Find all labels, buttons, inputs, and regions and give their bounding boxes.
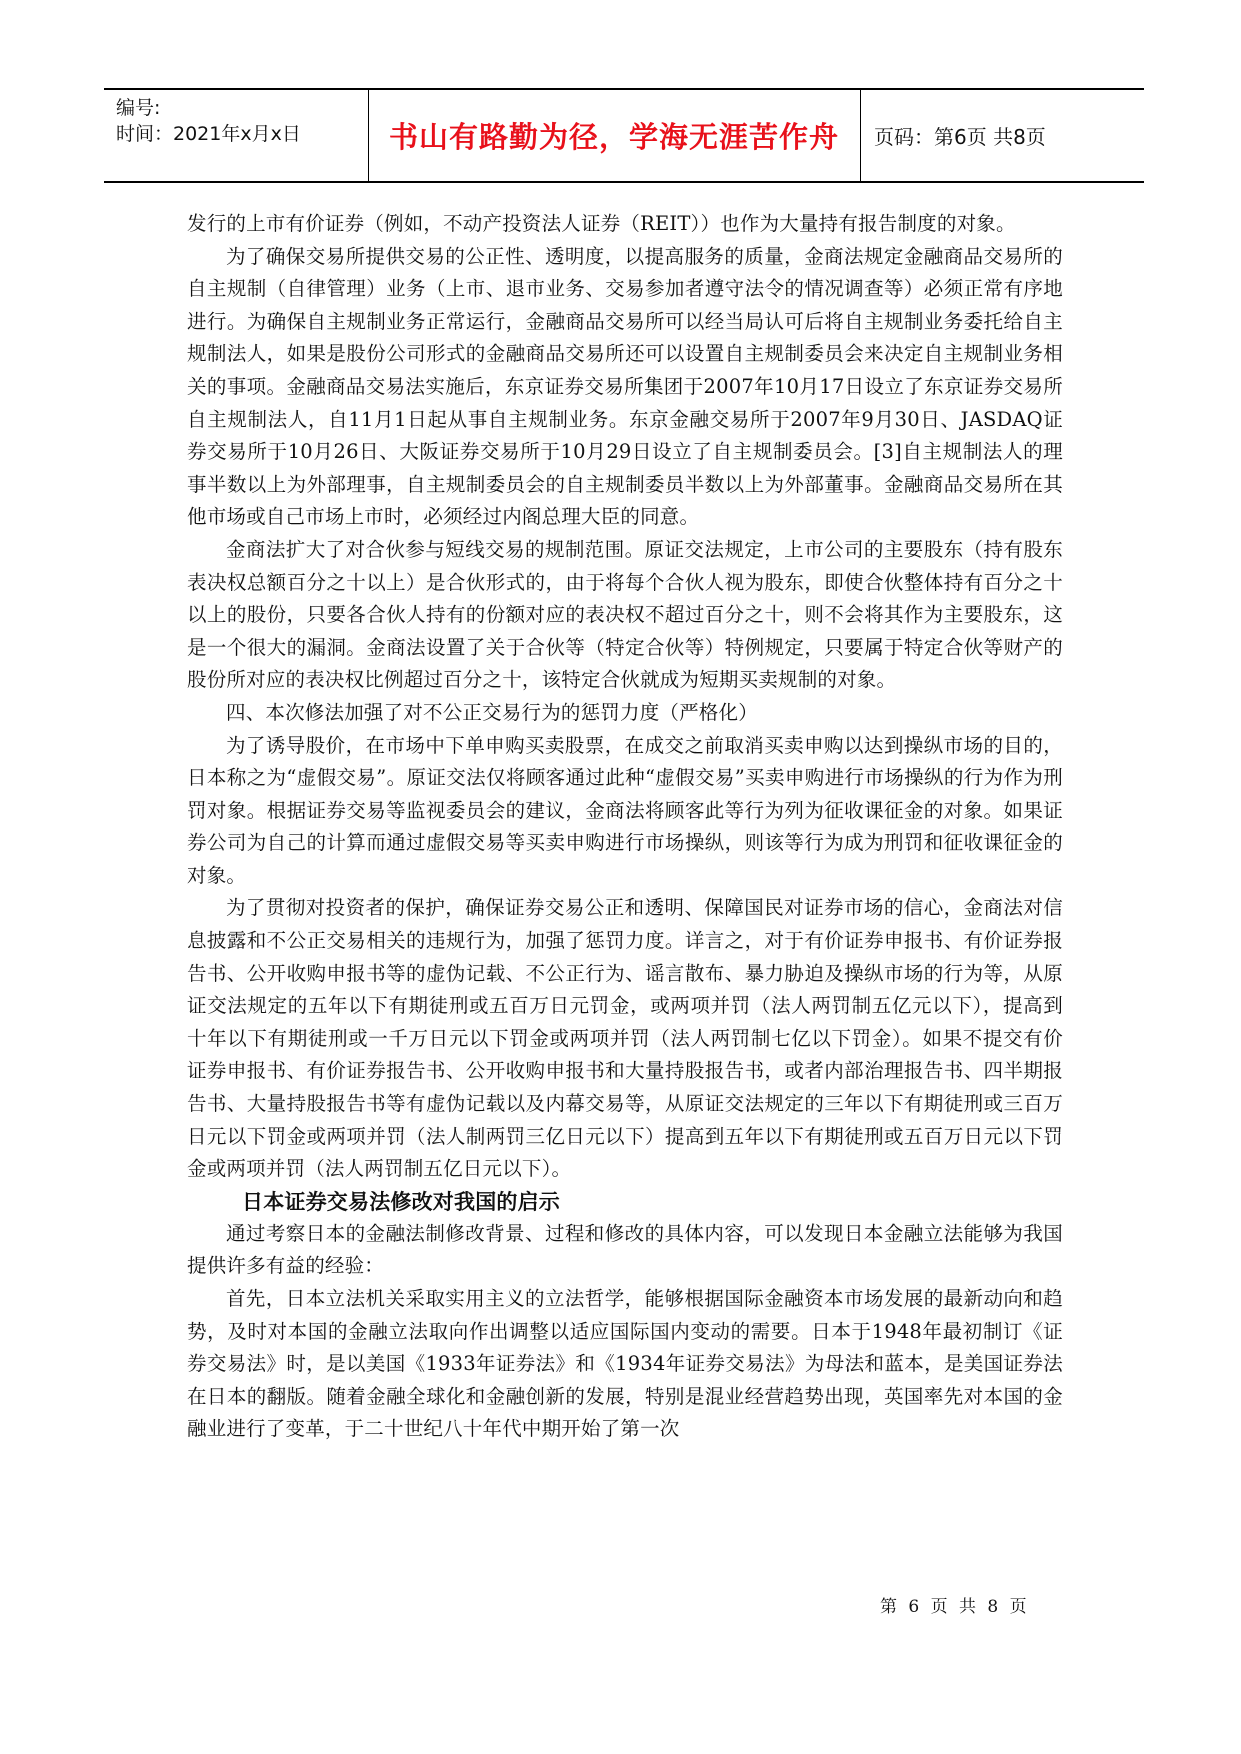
paragraph: 金商法扩大了对合伙参与短线交易的规制范围。原证交法规定，上市公司的主要股东（持有股东表决权总额百分之十以上）是合伙形式的，由于将每个合伙人视为股东，即使合伙整体持有百分之十以上的股份，只要各合伙人持有的份额对应的表决权不超过百分之十，则不会将其作为主要股东，这是一个很大的漏洞。金商法设置了关于合伙等（特定合伙等）特例规定，只要属于特定合伙等财产的股份所对应的表决权比例超过百分之十，该特定合伙就成为短期买卖规制的对象。 <box>187 537 1063 692</box>
page-footer: 第 6 页 共 8 页 <box>880 1597 1030 1617</box>
paragraph: 四、本次修法加强了对不公正交易行为的惩罚力度（严格化） <box>226 700 758 724</box>
header-page-cell <box>860 90 1144 181</box>
document-number-label: 编号: <box>116 97 161 119</box>
header-motto-cell <box>368 90 861 181</box>
document-body <box>187 208 1063 1446</box>
header-page-number: 页码：第6页 共8页 <box>874 125 1046 149</box>
section-heading: 日本证券交易法修改对我国的启示 <box>242 1189 560 1214</box>
paragraph: 通过考察日本的金融法制修改背景、过程和修改的具体内容，可以发现日本金融立法能够为我国提供许多有益的经验： <box>187 1221 1063 1278</box>
document-time-label: 时间：2021年x月x日 <box>116 123 301 145</box>
paragraph: 为了贯彻对投资者的保护，确保证券交易公正和透明、保障国民对证券市场的信心，金商法对信息披露和不公正交易相关的违规行为，加强了惩罚力度。详言之，对于有价证券申报书、有价证券报告书、公开收购申报书等的虚伪记载、不公正行为、谣言散布、暴力胁迫及操纵市场的行为等，从原证交法规定的五年以下有期徒刑或五百万日元罚金，或两项并罚（法人两罚制五亿元以下），提高到十年以下有期徒刑或一千万日元以下罚金或两项并罚（法人两罚制七亿以下罚金）。如果不提交有价证券申报书、有价证券报告书、公开收购申报书和大量持股报告书，或者内部治理报告书、四半期报告书、大量持股报告书等有虚伪记载以及内幕交易等，从原证交法规定的三年以下有期徒刑或三百万日元以下罚金或两项并罚（法人制两罚三亿日元以下）提高到五年以下有期徒刑或五百万日元以下罚金或两项并罚（法人两罚制五亿日元以下）。 <box>187 896 1063 1181</box>
paragraph: 发行的上市有价证券（例如，不动产投资法人证券（REIT））也作为大量持有报告制度的对象。 <box>187 212 1016 235</box>
header-motto: 书山有路勤为径，学海无涯苦作舟 <box>388 120 839 154</box>
paragraph: 为了诱导股价，在市场中下单申购买卖股票，在成交之前取消买卖申购以达到操纵市场的目的，日本称之为“虚假交易”。原证交法仅将顾客通过此种“虚假交易”买卖申购进行市场操纵的行为作为刑罚对象。根据证券交易等监视委员会的建议，金商法将顾客此等行为列为征收课征金的对象。如果证券公司为自己的计算而通过虚假交易等买卖申购进行市场操纵，则该等行为成为刑罚和征收课征金的对象。 <box>187 733 1063 887</box>
paragraph: 首先，日本立法机关采取实用主义的立法哲学，能够根据国际金融资本市场发展的最新动向和趋势，及时对本国的金融立法取向作出调整以适应国际国内变动的需要。日本于1948年最初制订《证券交易法》时，是以美国《1933年证券法》和《1934年证券交易法》为母法和蓝本，是美国证券法在日本的翻版。随着金融全球化和金融创新的发展，特别是混业经营趋势出现，英国率先对本国的金融业进行了变革，于二十世纪八十年代中期开始了第一次 <box>187 1287 1063 1441</box>
page-header <box>104 88 1144 183</box>
header-meta <box>104 90 369 181</box>
paragraph: 为了确保交易所提供交易的公正性、透明度，以提高服务的质量，金商法规定金融商品交易所的自主规制（自律管理）业务（上市、退市业务、交易参加者遵守法令的情况调查等）必须正常有序地进行。为确保自主规制业务正常运行，金融商品交易所可以经当局认可后将自主规制业务委托给自主规制法人，如果是股份公司形式的金融商品交易所还可以设置自主规制委员会来决定自主规制业务相关的事项。金融商品交易法实施后，东京证券交易所集团于2007年10月17日设立了东京证券交易所自主规制法人，自11月1日起从事自主规制业务。东京金融交易所于2007年9月30日、JASDAQ证券交易所于10月26日、大阪证券交易所于10月29日设立了自主规制委员会。[3]自主规制法人的理事半数以上为外部理事，自主规制委员会的自主规制委员半数以上为外部董事。金融商品交易所在其他市场或自己市场上市时，必须经过内阁总理大臣的同意。 <box>187 244 1063 529</box>
